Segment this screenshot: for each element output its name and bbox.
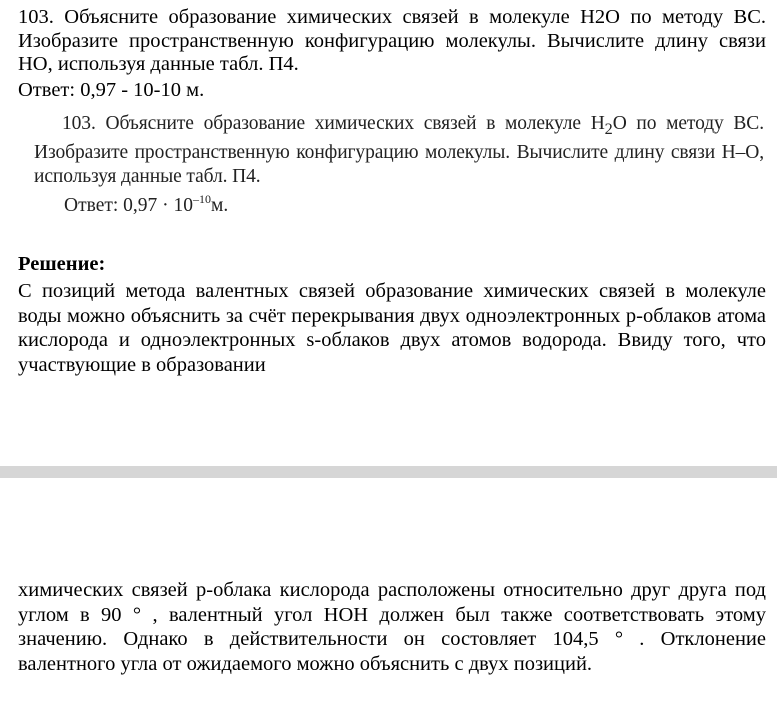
solution-paragraph-part1: С позиций метода валентных связей образование химических связей в молекуле воды можно объяснить за счёт перекрывания двух одноэлектронных p-облаков атома кислорода и одноэлектронных s-облаков двух атомов водорода. Ввиду того, что участвующие в образовании (18, 280, 766, 376)
scanned-answer (64, 192, 228, 217)
scanned-task-text (34, 112, 764, 189)
page-divider (0, 466, 777, 478)
task-answer: Ответ: 0,97 - 10-10 м. (18, 79, 205, 101)
task-statement: 103. Объясните образование химических связей в молекуле H2O по методу ВС. Изобразите пространственную конфигурацию молекулы. Вычислите длину связи HO, используя данные табл. П4. (18, 6, 766, 75)
scanned-answer-prefix: Ответ: 0,97 · 10 (64, 195, 194, 216)
scanned-answer-exponent: –10 (193, 192, 212, 206)
scanned-answer-unit: м. (211, 195, 229, 216)
solution-paragraph-part2: химических связей p-облака кислорода расположены относительно друг друга под углом в 90 ° , валентный угол HOH должен был также соответствовать этому значению. Однако в действительности он состовляет 104,5 ° . Отклонение валентного угла от ожидаемого можно объяснить с двух позиций. (18, 579, 766, 675)
scanned-task-number: 103. (62, 113, 96, 134)
scanned-task-subscript: 2 (604, 119, 613, 138)
scanned-task-text-part1: Объясните образование химических связей в молекуле H (105, 113, 605, 134)
scanned-task-text-part2: O по методу ВС. Изобразите пространственную конфигурацию молекулы. Вычислите длину связи H–O, используя данные табл. П4. (34, 113, 764, 187)
scanned-task-image (20, 108, 766, 230)
solution-heading: Решение: (18, 253, 106, 275)
